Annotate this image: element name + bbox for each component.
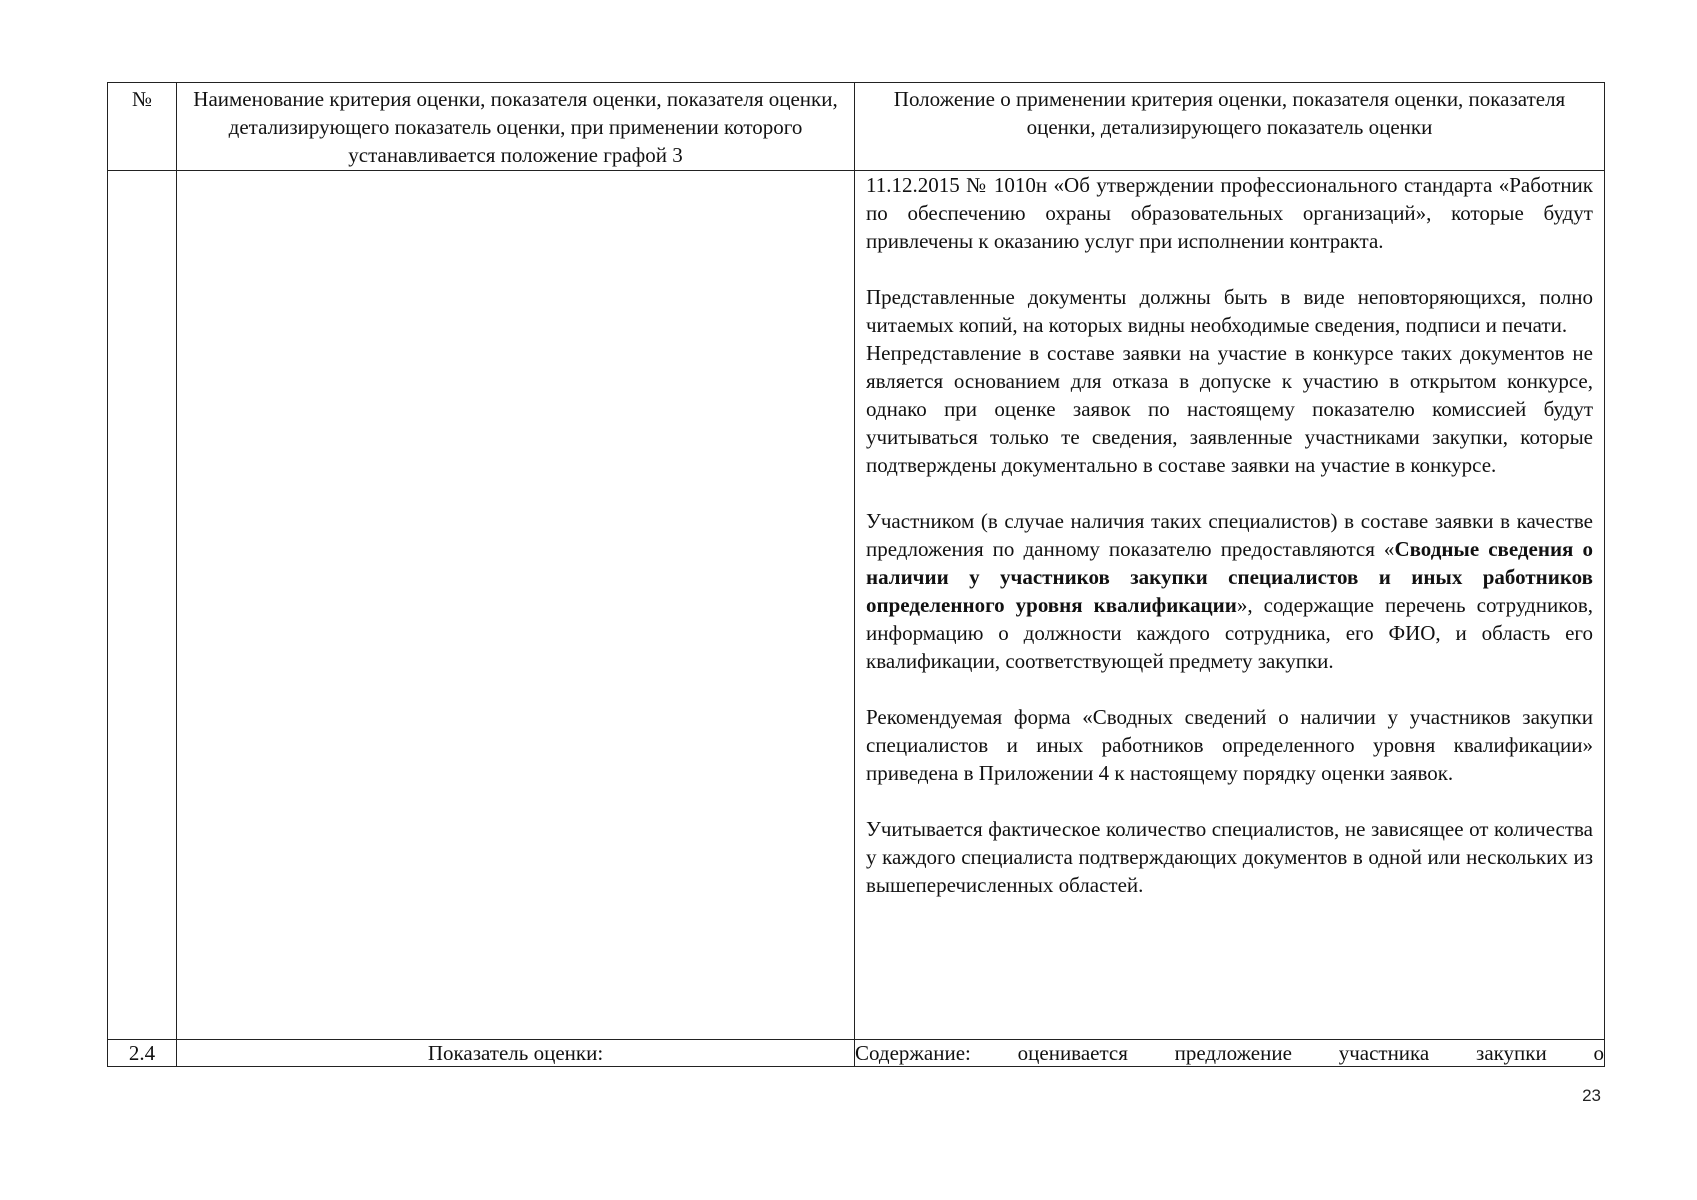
- row-provision-cell: Содержание: оценивается предложение участника закупки о: [855, 1041, 1604, 1065]
- provision-paragraph: Представленные документы должны быть в виде неповторяющихся, полно читаемых копий, на которых видны необходимые сведения, подписи и печати.: [866, 285, 1593, 337]
- header-num-cell: [108, 83, 177, 171]
- provision-paragraph: [866, 507, 1593, 675]
- header-provision-cell: [855, 83, 1605, 171]
- bold-form-title: Сводные сведения о наличии у участников закупки специалистов и иных работников определенного уровня квалификации: [866, 537, 1593, 617]
- row-name-cell: [177, 171, 855, 1040]
- row-num-cell: [108, 171, 177, 1040]
- table-header-row: [108, 83, 1605, 171]
- paragraph-text: », содержащие перечень сотрудников, информацию о должности каждого сотрудника, его ФИО, и область его квалификации, соответствующей предмету закупки.: [866, 593, 1593, 673]
- table-row: [108, 171, 1605, 1040]
- header-num: №: [131, 87, 153, 111]
- provision-paragraph: Учитывается фактическое количество специалистов, не зависящее от количества у каждого специалиста подтверждающих документов в одной или нескольких из вышеперечисленных областей.: [866, 817, 1593, 897]
- provision-paragraph: Рекомендуемая форма «Сводных сведений о наличии у участников закупки специалистов и иных работников определенного уровня квалификации» приведена в Приложении 4 к настоящему порядку оценки заявок.: [866, 705, 1593, 785]
- row-num-cell: 2.4: [108, 1040, 177, 1067]
- header-name: Наименование критерия оценки, показателя оценки, показателя оценки, детализирующего показатель оценки, при применении которого устанавливается положение графой 3: [193, 87, 838, 167]
- provision-paragraph: Непредставление в составе заявки на участие в конкурсе таких документов не является основанием для отказа в допуске к участию в открытом конкурсе, однако при оценке заявок по настоящему показателю комиссией будут учитываться только те сведения, заявленные участниками закупки, которые подтверждены документально в составе заявки на участие в конкурсе.: [866, 341, 1593, 477]
- table-row: [108, 1040, 1605, 1067]
- page-number: 23: [1582, 1086, 1601, 1105]
- row-name-cell: Показатель оценки:: [177, 1040, 855, 1067]
- provision-text: [855, 171, 1604, 899]
- row-provision-cell: [855, 171, 1605, 1040]
- criteria-table: [107, 82, 1605, 1067]
- header-name-cell: [177, 83, 855, 171]
- header-provision: Положение о применении критерия оценки, показателя оценки, показателя оценки, детализирующего показатель оценки: [893, 87, 1566, 139]
- provision-paragraph: 11.12.2015 № 1010н «Об утверждении профессионального стандарта «Работник по обеспечению охраны образовательных организаций», которые будут привлечены к оказанию услуг при исполнении контракта.: [866, 173, 1593, 253]
- paragraph-text: Участником (в случае наличия таких специалистов) в составе заявки в качестве предложения по данному показателю предоставляются «: [866, 509, 1593, 561]
